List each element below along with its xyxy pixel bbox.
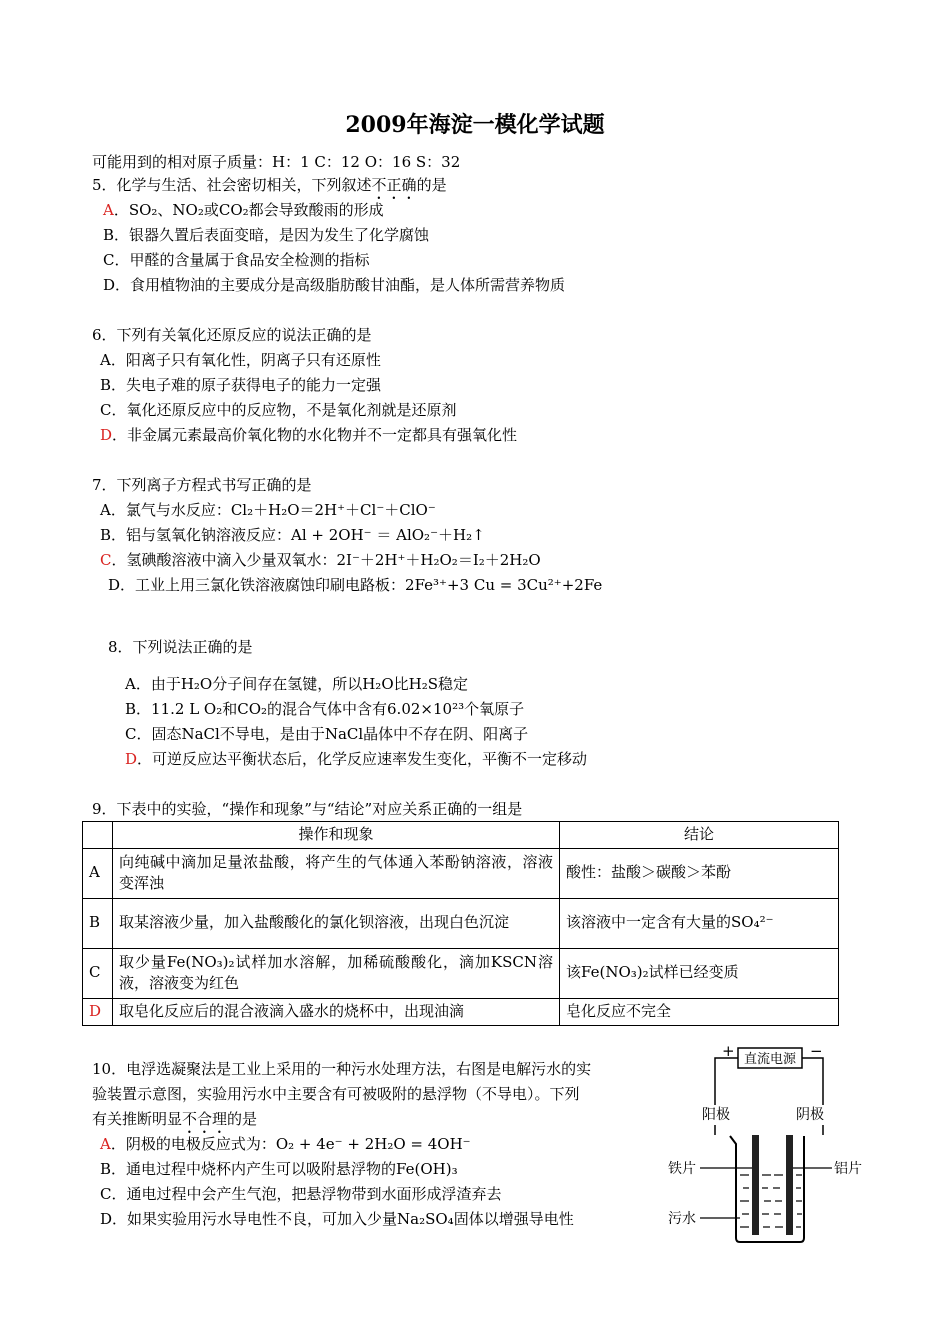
q5-option-a-text: ．SO₂、NO₂或CO₂都会导致酸雨的形成 <box>113 201 384 219</box>
iron-label: 铁片 <box>668 1161 696 1177</box>
electrolysis-diagram <box>660 1040 870 1250</box>
q9-stem: 9．下表中的实验，“操作和现象”与“结论”对应关系正确的一组是 <box>92 800 523 818</box>
aluminum-label: 铝片 <box>834 1161 862 1177</box>
table-row <box>83 998 839 1025</box>
q5-option-c: C．甲醛的含量属于食品安全检测的指标 <box>103 251 370 269</box>
q5-option-d: D．食用植物油的主要成分是高级脂肪酸甘油酯，是人体所需营养物质 <box>103 276 566 294</box>
q10-line-3-b: 的是 <box>227 1110 258 1128</box>
q10-line-3-a: 有关推断明显 <box>92 1110 183 1128</box>
table-row <box>83 898 839 948</box>
q5-stem-a: 5．化学与生活、社会密切相关，下列叙述 <box>92 176 372 194</box>
q5-option-a <box>103 201 384 219</box>
table-header-row <box>83 822 839 849</box>
table-header-cell <box>83 822 113 849</box>
power-supply-label: 直流电源 <box>743 1052 797 1067</box>
q6-option-c: C．氧化还原反应中的反应物，不是氧化剂就是还原剂 <box>100 401 457 419</box>
table-header-cell: 结论 <box>560 822 839 849</box>
q10-line-2: 验装置示意图，实验用污水中主要含有可被吸附的悬浮物（不导电）。下列 <box>92 1085 580 1103</box>
negative-terminal-label: − <box>810 1042 823 1060</box>
row-conclusion: 该溶液中一定含有大量的SO₄²⁻ <box>560 898 839 948</box>
table-row <box>83 848 839 898</box>
q6-stem: 6．下列有关氧化还原反应的说法正确的是 <box>92 326 372 344</box>
q8-answer-letter: D <box>125 750 138 768</box>
row-label: C <box>83 948 113 998</box>
q7-option-d: D．工业上用三氯化铁溶液腐蚀印刷电路板：2Fe³⁺+3 Cu = 3Cu²⁺+2Fe <box>108 576 603 594</box>
sewage-label: 污水 <box>668 1211 696 1227</box>
row-label: A <box>83 848 113 898</box>
q7-option-a: A．氯气与水反应：Cl₂＋H₂O＝2H⁺＋Cl⁻＋ClO⁻ <box>100 501 436 519</box>
row-operation: 取皂化反应后的混合液滴入盛水的烧杯中，出现油滴 <box>113 998 560 1025</box>
row-conclusion: 该Fe(NO₃)₂试样已经变质 <box>560 948 839 998</box>
row-conclusion: 皂化反应不完全 <box>560 998 839 1025</box>
cathode-wire <box>802 1058 823 1105</box>
anode-label: 阳极 <box>702 1107 730 1123</box>
q10-line-3 <box>92 1110 257 1137</box>
q10-option-a <box>100 1135 471 1153</box>
table-header-cell: 操作和现象 <box>113 822 560 849</box>
q7-stem: 7．下列离子方程式书写正确的是 <box>92 476 312 494</box>
q10-answer-letter: A <box>100 1135 111 1153</box>
q8-option-d-text: ．可逆反应达平衡状态后，化学反应速率发生变化，平衡不一定移动 <box>137 750 588 768</box>
row-operation: 取少量Fe(NO₃)₂试样加水溶解，加稀硫酸酸化，滴加KSCN溶液，溶液变为红色 <box>113 948 560 998</box>
q8-option-d <box>125 750 587 768</box>
q9-table <box>82 821 839 1026</box>
row-label: B <box>83 898 113 948</box>
q6-answer-letter: D <box>100 426 113 444</box>
q10-option-b: B．通电过程中烧杯内产生可以吸附悬浮物的Fe(OH)₃ <box>100 1160 458 1178</box>
q7-option-c-text: ．氢碘酸溶液中滴入少量双氧水：2I⁻＋2H⁺＋H₂O₂＝I₂＋2H₂O <box>111 551 541 569</box>
q7-option-b: B．铝与氢氧化钠溶液反应：Al + 2OH⁻ ＝ AlO₂⁻＋H₂↑ <box>100 526 485 544</box>
q5-answer-letter: A <box>103 201 114 219</box>
q6-option-b: B．失电子难的原子获得电子的能力一定强 <box>100 376 382 394</box>
row-operation: 向纯碱中滴加足量浓盐酸，将产生的气体通入苯酚钠溶液，溶液变浑浊 <box>113 848 560 898</box>
q8-option-b: B．11.2 L O₂和CO₂的混合气体中含有6.02×10²³个氧原子 <box>125 700 525 718</box>
q10-option-d: D．如果实验用污水导电性不良，可加入少量Na₂SO₄固体以增强导电性 <box>100 1210 574 1228</box>
q5-stem <box>92 176 447 203</box>
q8-option-c: C．固态NaCl不导电，是由于NaCl晶体中不存在阴、阳离子 <box>125 725 529 743</box>
atomic-mass-line: 可能用到的相对原子质量：H：1 C：12 O：16 S：32 <box>92 153 461 171</box>
q5-stem-emphasis: 不正确 <box>371 176 417 194</box>
row-operation: 取某溶液少量，加入盐酸酸化的氯化钡溶液，出现白色沉淀 <box>113 898 560 948</box>
q6-option-d-text: ．非金属元素最高价氧化物的水化物并不一定都具有强氧化性 <box>112 426 518 444</box>
q10-option-a-text: ．阴极的电极反应式为：O₂ + 4e⁻ + 2H₂O = 4OH⁻ <box>110 1135 471 1153</box>
q6-option-a: A．阳离子只有氧化性，阴离子只有还原性 <box>100 351 381 369</box>
row-conclusion: 酸性：盐酸＞碳酸＞苯酚 <box>560 848 839 898</box>
table-row <box>83 948 839 998</box>
cathode-label: 阴极 <box>796 1107 824 1123</box>
q10-option-c: C．通电过程中会产生气泡，把悬浮物带到水面形成浮渣弃去 <box>100 1185 502 1203</box>
q5-stem-b: 的是 <box>416 176 447 194</box>
row-label: D <box>83 998 113 1025</box>
q8-option-a: A．由于H₂O分子间存在氢键，所以H₂O比H₂S稳定 <box>125 675 468 693</box>
q7-option-c <box>100 551 541 569</box>
q6-option-d <box>100 426 517 444</box>
positive-terminal-label: + <box>722 1042 735 1060</box>
q7-answer-letter: C <box>100 551 112 569</box>
q8-stem: 8．下列说法正确的是 <box>108 638 253 656</box>
q5-option-b: B．银器久置后表面变暗，是因为发生了化学腐蚀 <box>103 226 430 244</box>
anode-wire <box>715 1058 738 1105</box>
iron-electrode <box>752 1135 759 1235</box>
aluminum-electrode <box>786 1135 793 1235</box>
q10-line-1: 10．电浮选凝聚法是工业上采用的一种污水处理方法，右图是电解污水的实 <box>92 1060 592 1078</box>
q10-line-3-emphasis: 不合理 <box>182 1110 228 1128</box>
page-title: 2009年海淀一模化学试题 <box>345 112 605 138</box>
